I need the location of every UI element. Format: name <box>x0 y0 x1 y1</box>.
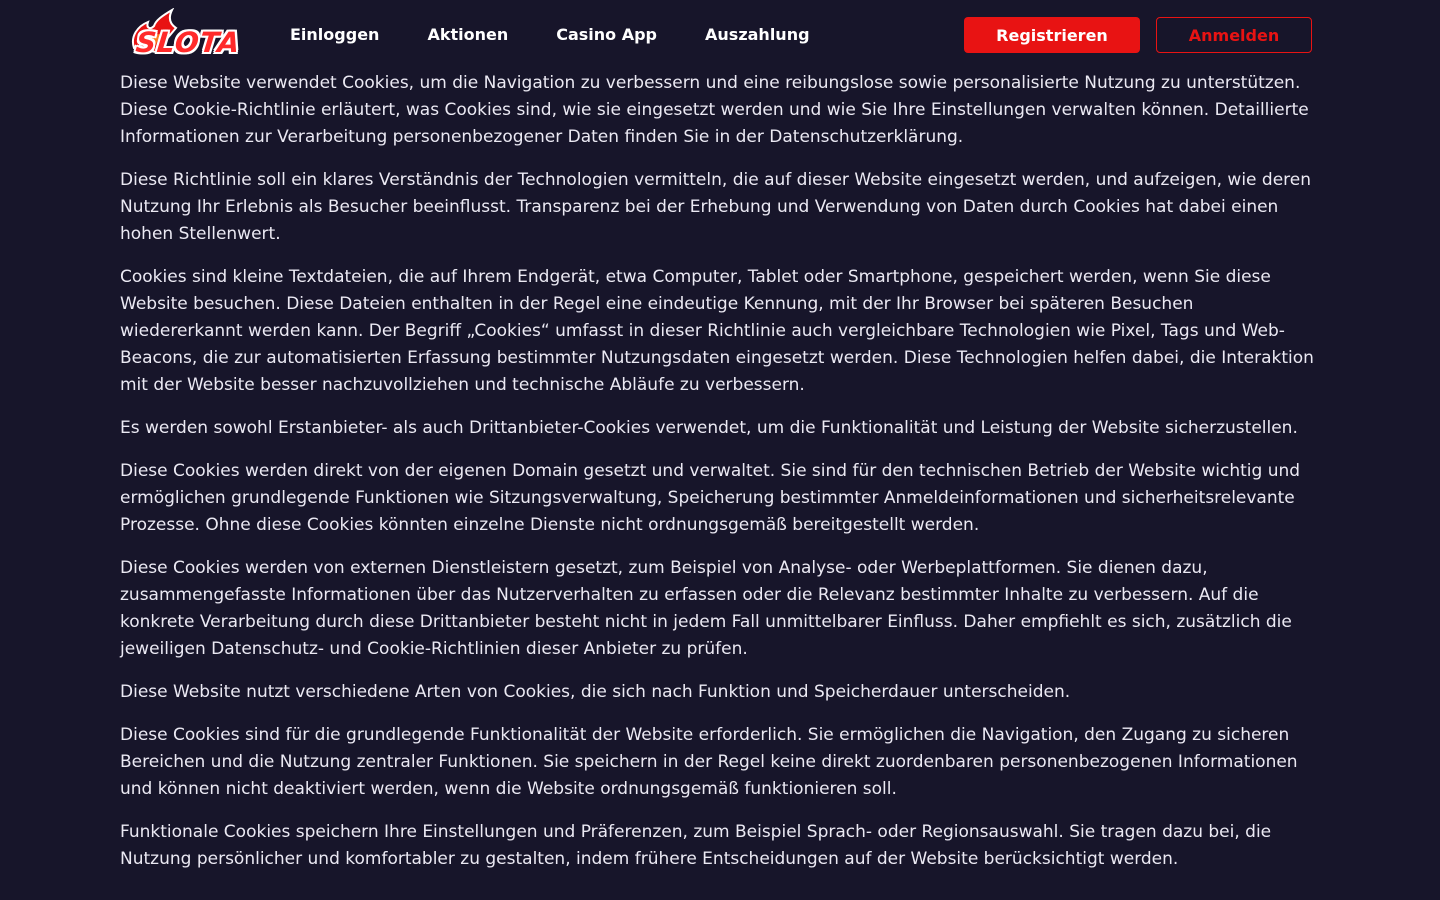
nav-item-auszahlung[interactable]: Auszahlung <box>705 25 810 44</box>
register-button[interactable]: Registrieren <box>964 17 1140 53</box>
login-button[interactable]: Anmelden <box>1156 17 1312 53</box>
main-nav <box>290 24 810 46</box>
paragraph: Diese Cookies werden von externen Dienstleistern gesetzt, zum Beispiel von Analyse- oder Werbeplattformen. Sie dienen dazu, zusammengefasste Informationen über das Nutzerverhalten zu erfassen oder die Relevanz bestimmter Inhalte zu verbessern. Auf die konkrete Verarbeitung durch diese Drittanbieter besteht nicht in jedem Fall unmittelbarer Einfluss. Daher empfiehlt es sich, zusätzlich die jeweiligen Datenschutz- und Cookie-Richtlinien dieser Anbieter zu prüfen. <box>120 558 1292 659</box>
logo-text: SLOTA <box>134 26 243 59</box>
nav-item-casino-app[interactable]: Casino App <box>556 25 658 44</box>
paragraph: Funktionale Cookies speichern Ihre Einstellungen und Präferenzen, zum Beispiel Sprach- oder Regionsauswahl. Sie tragen dazu bei, die Nutzung persönlicher und komfortabler zu gestalten, indem frühere Entscheidungen auf der Website berücksichtigt werden. <box>120 822 1272 869</box>
paragraph: Diese Cookies werden direkt von der eigenen Domain gesetzt und verwaltet. Sie sind für den technischen Betrieb der Website wichtig und ermöglichen grundlegende Funktionen wie Sitzungsverwaltung, Speicherung bestimmter Anmeldeinformationen und sicherheitsrelevante Prozesse. Ohne diese Cookies könnten einzelne Dienste nicht ordnungsgemäß bereitgestellt werden. <box>120 461 1301 535</box>
slota-logo[interactable] <box>126 8 266 62</box>
paragraph: Diese Website nutzt verschiedene Arten von Cookies, die sich nach Funktion und Speicherdauer unterscheiden. <box>120 682 1071 702</box>
cookie-policy-content <box>120 70 1320 889</box>
site-header <box>0 0 1440 70</box>
nav-item-aktionen[interactable]: Aktionen <box>427 25 509 44</box>
paragraph: Cookies sind kleine Textdateien, die auf Ihrem Endgerät, etwa Computer, Tablet oder Smartphone, gespeichert werden, wenn Sie diese Website besuchen. Diese Dateien enthalten in der Regel eine eindeutige Kennung, mit der Ihr Browser bei späteren Besuchen wiedererkannt werden kann. Der Begriff „Cookies“ umfasst in dieser Richtlinie auch vergleichbare Technologien wie Pixel, Tags und Web-Beacons, die zur automatisierten Erfassung bestimmter Nutzungsdaten eingesetzt werden. Diese Technologien helfen dabei, die Interaktion mit der Website besser nachzuvollziehen und technische Abläufe zu verbessern. <box>120 267 1314 395</box>
paragraph: Diese Website verwendet Cookies, um die Navigation zu verbessern und eine reibungslose sowie personalisierte Nutzung zu unterstützen. Diese Cookie-Richtlinie erläutert, was Cookies sind, wie sie eingesetzt werden und wie Sie Ihre Einstellungen verwalten können. Detaillierte Informationen zur Verarbeitung personenbezogener Daten finden Sie in der Datenschutzerklärung. <box>120 73 1309 147</box>
paragraph: Es werden sowohl Erstanbieter- als auch Drittanbieter-Cookies verwendet, um die Funktionalität und Leistung der Website sicherzustellen. <box>120 418 1298 438</box>
paragraph: Diese Richtlinie soll ein klares Verständnis der Technologien vermitteln, die auf dieser Website eingesetzt werden, und aufzeigen, wie deren Nutzung Ihr Erlebnis als Besucher beeinflusst. Transparenz bei der Erhebung und Verwendung von Daten durch Cookies hat dabei einen hohen Stellenwert. <box>120 170 1312 244</box>
nav-item-einloggen[interactable]: Einloggen <box>290 25 380 44</box>
paragraph: Diese Cookies sind für die grundlegende Funktionalität der Website erforderlich. Sie ermöglichen die Navigation, den Zugang zu sicheren Bereichen und die Nutzung zentraler Funktionen. Sie speichern in der Regel keine direkt zuordenbaren personenbezogenen Informationen und können nicht deaktiviert werden, wenn die Website ordnungsgemäß funktionieren soll. <box>120 725 1298 799</box>
